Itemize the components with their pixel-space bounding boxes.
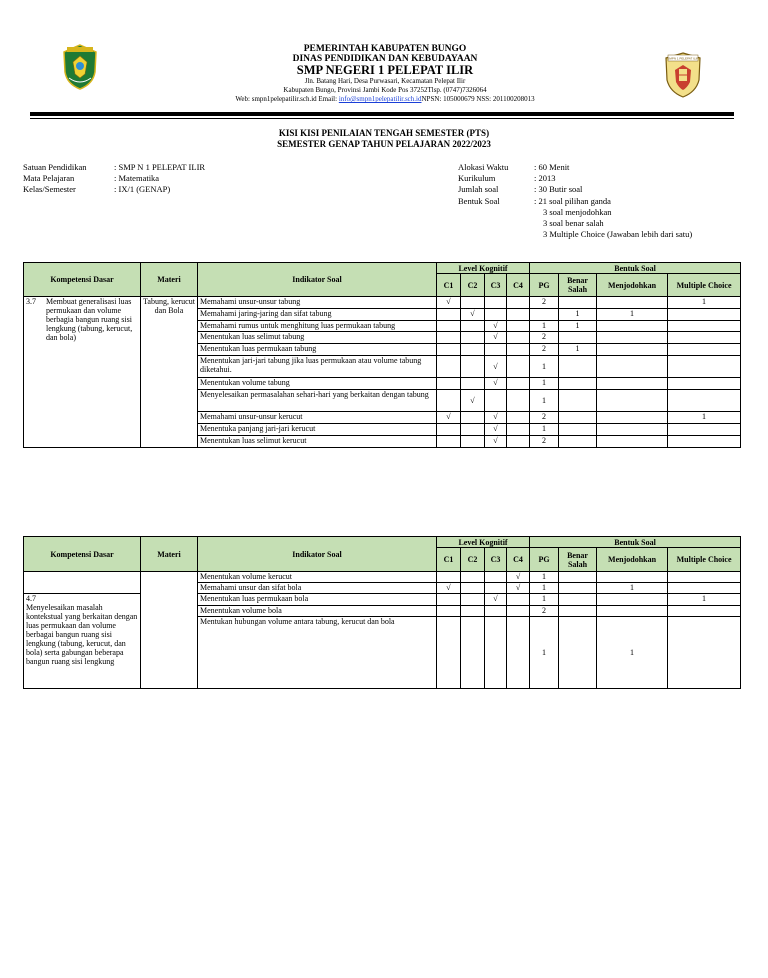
meta-row: Mata Pelajaran : Matematika: [23, 173, 160, 184]
c4-cell: [507, 390, 530, 412]
meta-left: [23, 162, 205, 196]
header-indikator: Indikator Soal: [198, 263, 437, 297]
pg-cell: 1: [530, 356, 559, 378]
c3-cell: [485, 344, 507, 356]
pg-cell: 2: [530, 344, 559, 356]
c2-cell: [461, 344, 485, 356]
pg-cell: 1: [530, 594, 559, 606]
mj-cell: [597, 332, 668, 344]
header-c4: C4: [507, 548, 530, 572]
c1-cell: [437, 356, 461, 378]
kd-cell-empty: [24, 572, 141, 594]
pg-cell: 2: [530, 436, 559, 448]
c1-cell: [437, 321, 461, 332]
address-line-1: Jln. Batang Hari, Desa Purwasari, Kecamatan Pelepat Ilir: [304, 77, 466, 85]
kd-text: Menyelesaikan masalah kontekstual yang berkaitan dengan luas permukaan dan volume berbagai bangun ruang sisi lengkung (tabung, kerucut, dan bola) serta gabungan beberapa bangun ruang sisi lengkung: [26, 603, 138, 666]
c3-cell: √: [485, 332, 507, 344]
letterhead-divider: [30, 112, 734, 116]
c3-cell: [485, 617, 507, 689]
meta-extra: 3 soal benar salah: [543, 218, 604, 229]
header-c1: C1: [437, 274, 461, 297]
indikator-cell: Memahami rumus untuk menghitung luas permukaan tabung: [198, 321, 437, 332]
c1-cell: √: [437, 583, 461, 594]
c2-cell: [461, 436, 485, 448]
c3-cell: [485, 572, 507, 583]
c3-cell: [485, 606, 507, 617]
mc-cell: 1: [668, 297, 741, 309]
c4-cell: [507, 297, 530, 309]
header-pg: PG: [530, 548, 559, 572]
header-c4: C4: [507, 274, 530, 297]
c4-cell: [507, 424, 530, 436]
mj-cell: [597, 390, 668, 412]
indikator-cell: Menentukan volume bola: [198, 606, 437, 617]
mc-cell: 1: [668, 412, 741, 424]
c4-cell: [507, 594, 530, 606]
mc-cell: [668, 344, 741, 356]
mc-cell: [668, 436, 741, 448]
mj-cell: [597, 606, 668, 617]
meta-extra: 3 Multiple Choice (Jawaban lebih dari satu): [543, 229, 693, 240]
bs-cell: [559, 606, 597, 617]
bs-cell: [559, 424, 597, 436]
pg-cell: 1: [530, 617, 559, 689]
web-suffix: NPSN: 105000679 NSS: 201100208013: [421, 95, 535, 103]
mj-cell: [597, 356, 668, 378]
c3-cell: [485, 390, 507, 412]
indikator-cell: Menyelesaikan permasalahan sehari-hari yang berkaitan dengan tabung: [198, 390, 437, 412]
pg-cell: 1: [530, 583, 559, 594]
mc-cell: [668, 378, 741, 390]
bs-cell: [559, 412, 597, 424]
header-kd: Kompetensi Dasar: [24, 537, 141, 572]
bs-cell: [559, 572, 597, 583]
kd-number: 4.7: [26, 594, 36, 603]
c3-cell: √: [485, 594, 507, 606]
header-materi: Materi: [141, 263, 198, 297]
header-bs: Benar Salah: [559, 274, 597, 297]
pg-cell: [530, 309, 559, 321]
kd-cell: [24, 297, 141, 448]
doc-title-1: KISI KISI PENILAIAN TENGAH SEMESTER (PTS): [278, 128, 490, 138]
mc-cell: [668, 583, 741, 594]
c2-cell: [461, 378, 485, 390]
c4-cell: [507, 378, 530, 390]
header-c3: C3: [485, 274, 507, 297]
indikator-cell: Memahami unsur-unsur tabung: [198, 297, 437, 309]
c1-cell: √: [437, 297, 461, 309]
pg-cell: 1: [530, 378, 559, 390]
mc-cell: [668, 424, 741, 436]
mc-cell: [668, 606, 741, 617]
header-c2: C2: [461, 274, 485, 297]
header-level: Level Kognitif: [437, 537, 530, 548]
bs-cell: [559, 594, 597, 606]
pg-cell: 1: [530, 390, 559, 412]
mc-cell: [668, 356, 741, 378]
c3-cell: [485, 583, 507, 594]
c2-cell: [461, 332, 485, 344]
c2-cell: [461, 356, 485, 378]
c1-cell: [437, 390, 461, 412]
header-indikator: Indikator Soal: [198, 537, 437, 572]
mj-cell: [597, 424, 668, 436]
bs-cell: 1: [559, 309, 597, 321]
address-line-2: Kabupaten Bungo, Provinsi Jambi Kode Pos 37252Tlsp. (0747)7326064: [283, 86, 487, 94]
indikator-cell: Memahami unsur dan sifat bola: [198, 583, 437, 594]
c2-cell: [461, 321, 485, 332]
mj-cell: 1: [597, 309, 668, 321]
indikator-cell: Menentukan luas permukaan tabung: [198, 344, 437, 356]
mj-cell: [597, 412, 668, 424]
c4-cell: [507, 436, 530, 448]
table-row: [24, 594, 741, 606]
bs-cell: [559, 356, 597, 378]
c1-cell: [437, 572, 461, 583]
c3-cell: √: [485, 356, 507, 378]
header-level: Level Kognitif: [437, 263, 530, 274]
meta-row: Jumlah soal : 30 Butir soal: [458, 184, 583, 195]
header-mc: Multiple Choice: [668, 274, 741, 297]
letterhead: [190, 44, 580, 104]
c3-cell: √: [485, 436, 507, 448]
c3-cell: √: [485, 378, 507, 390]
header-mc: Multiple Choice: [668, 548, 741, 572]
materi-cell: Tabung, kerucut dan Bola: [141, 297, 198, 448]
mj-cell: 1: [597, 583, 668, 594]
indikator-cell: Menentuka panjang jari-jari kerucut: [198, 424, 437, 436]
c2-cell: [461, 617, 485, 689]
c4-cell: [507, 606, 530, 617]
header-kd: Kompetensi Dasar: [24, 263, 141, 297]
school-logo: [664, 52, 702, 98]
mj-cell: [597, 297, 668, 309]
c4-cell: √: [507, 583, 530, 594]
bs-cell: [559, 583, 597, 594]
mc-cell: 1: [668, 594, 741, 606]
contact-line: [190, 95, 580, 104]
table-row: [24, 572, 741, 583]
mj-cell: [597, 594, 668, 606]
indikator-cell: Memahami unsur-unsur kerucut: [198, 412, 437, 424]
c4-cell: [507, 356, 530, 378]
mc-cell: [668, 332, 741, 344]
pg-cell: 2: [530, 332, 559, 344]
indikator-cell: Menentukan luas permukaan bola: [198, 594, 437, 606]
header-pg: PG: [530, 274, 559, 297]
indikator-cell: Menentukan volume kerucut: [198, 572, 437, 583]
mc-cell: [668, 321, 741, 332]
gov-line: PEMERINTAH KABUPATEN BUNGO: [303, 44, 467, 54]
c4-cell: √: [507, 572, 530, 583]
c2-cell: [461, 583, 485, 594]
bs-cell: [559, 617, 597, 689]
c1-cell: [437, 617, 461, 689]
bs-cell: [559, 436, 597, 448]
meta-right: [458, 162, 692, 240]
pg-cell: 1: [530, 424, 559, 436]
letterhead-divider-thin: [30, 118, 734, 119]
bs-cell: [559, 297, 597, 309]
c1-cell: [437, 606, 461, 617]
kd-cell: [24, 594, 141, 689]
school-name: SMP NEGERI 1 PELEPAT ILIR: [296, 63, 474, 77]
bs-cell: [559, 332, 597, 344]
header-materi: Materi: [141, 537, 198, 572]
c3-cell: √: [485, 412, 507, 424]
pg-cell: 2: [530, 606, 559, 617]
c1-cell: [437, 309, 461, 321]
c2-cell: √: [461, 309, 485, 321]
header-c1: C1: [437, 548, 461, 572]
header-c2: C2: [461, 548, 485, 572]
email-link[interactable]: info@smpn1pelepatilir.sch.id: [338, 95, 422, 103]
c3-cell: √: [485, 424, 507, 436]
bs-cell: [559, 390, 597, 412]
doc-title-2: SEMESTER GENAP TAHUN PELAJARAN 2022/2023: [277, 139, 491, 149]
indikator-cell: Memahami jaring-jaring dan sifat tabung: [198, 309, 437, 321]
mc-cell: [668, 390, 741, 412]
c1-cell: [437, 424, 461, 436]
indikator-cell: Menentukan luas selimut tabung: [198, 332, 437, 344]
dept-line: DINAS PENDIDIKAN DAN KEBUDAYAAN: [292, 54, 478, 64]
c1-cell: √: [437, 412, 461, 424]
meta-extra: 3 soal menjodohkan: [543, 206, 612, 217]
meta-row: Alokasi Waktu : 60 Menit: [458, 162, 570, 172]
c2-cell: [461, 424, 485, 436]
bs-cell: [559, 378, 597, 390]
c2-cell: √: [461, 390, 485, 412]
mj-cell: [597, 321, 668, 332]
c1-cell: [437, 378, 461, 390]
kisi-table-2: [23, 536, 741, 689]
c2-cell: [461, 594, 485, 606]
meta-row: Satuan Pendidikan : SMP N 1 PELEPAT ILIR: [23, 162, 206, 172]
c3-cell: [485, 309, 507, 321]
indikator-cell: Menentukan volume tabung: [198, 378, 437, 390]
kd-text: Membuat generalisasi luas permukaan dan volume berbagia bangun ruang sisi lengkung (tabung, kerucut, dan bola): [46, 297, 133, 342]
header-c3: C3: [485, 548, 507, 572]
c2-cell: [461, 297, 485, 309]
c2-cell: [461, 572, 485, 583]
pg-cell: 1: [530, 572, 559, 583]
pg-cell: 2: [530, 297, 559, 309]
school-logo-text: SMPN 1 PELEPAT ILIR: [667, 56, 699, 61]
mj-cell: [597, 378, 668, 390]
table-row: [24, 297, 741, 309]
bs-cell: 1: [559, 344, 597, 356]
mj-cell: [597, 572, 668, 583]
materi-cell: [141, 572, 198, 689]
indikator-cell: Menentukan luas selimut kerucut: [198, 436, 437, 448]
mj-cell: 1: [597, 617, 668, 689]
mj-cell: [597, 436, 668, 448]
pg-cell: 1: [530, 321, 559, 332]
kd-number: 3.7: [26, 297, 36, 306]
c3-cell: √: [485, 321, 507, 332]
kisi-table-1: [23, 262, 741, 448]
meta-row: Kurikulum : 2013: [458, 173, 556, 184]
c1-cell: [437, 594, 461, 606]
c1-cell: [437, 436, 461, 448]
c4-cell: [507, 332, 530, 344]
c1-cell: [437, 344, 461, 356]
mc-cell: [668, 617, 741, 689]
indikator-cell: Menentukan jari-jari tabung jika luas permukaan atau volume tabung diketahui.: [198, 356, 437, 378]
bs-cell: 1: [559, 321, 597, 332]
c4-cell: [507, 617, 530, 689]
mc-cell: [668, 572, 741, 583]
header-mj: Menjodohkan: [597, 274, 668, 297]
mj-cell: [597, 344, 668, 356]
c1-cell: [437, 332, 461, 344]
web-prefix: Web: smpn1pelepatilir.sch.id Email:: [235, 95, 339, 103]
indikator-cell: Mentukan hubungan volume antara tabung, kerucut dan bola: [198, 617, 437, 689]
meta-row: Bentuk Soal : 21 soal pilihan ganda: [458, 195, 611, 206]
header-bentuk: Bentuk Soal: [530, 537, 741, 548]
c2-cell: [461, 606, 485, 617]
mc-cell: [668, 309, 741, 321]
c4-cell: [507, 412, 530, 424]
c4-cell: [507, 344, 530, 356]
kabupaten-bungo-logo: [62, 44, 98, 90]
c4-cell: [507, 309, 530, 321]
header-mj: Menjodohkan: [597, 548, 668, 572]
header-bs: Benar Salah: [559, 548, 597, 572]
c4-cell: [507, 321, 530, 332]
c3-cell: [485, 297, 507, 309]
header-bentuk: Bentuk Soal: [530, 263, 741, 274]
pg-cell: 2: [530, 412, 559, 424]
c2-cell: [461, 412, 485, 424]
meta-row: Kelas/Semester : IX/1 (GENAP): [23, 184, 171, 195]
